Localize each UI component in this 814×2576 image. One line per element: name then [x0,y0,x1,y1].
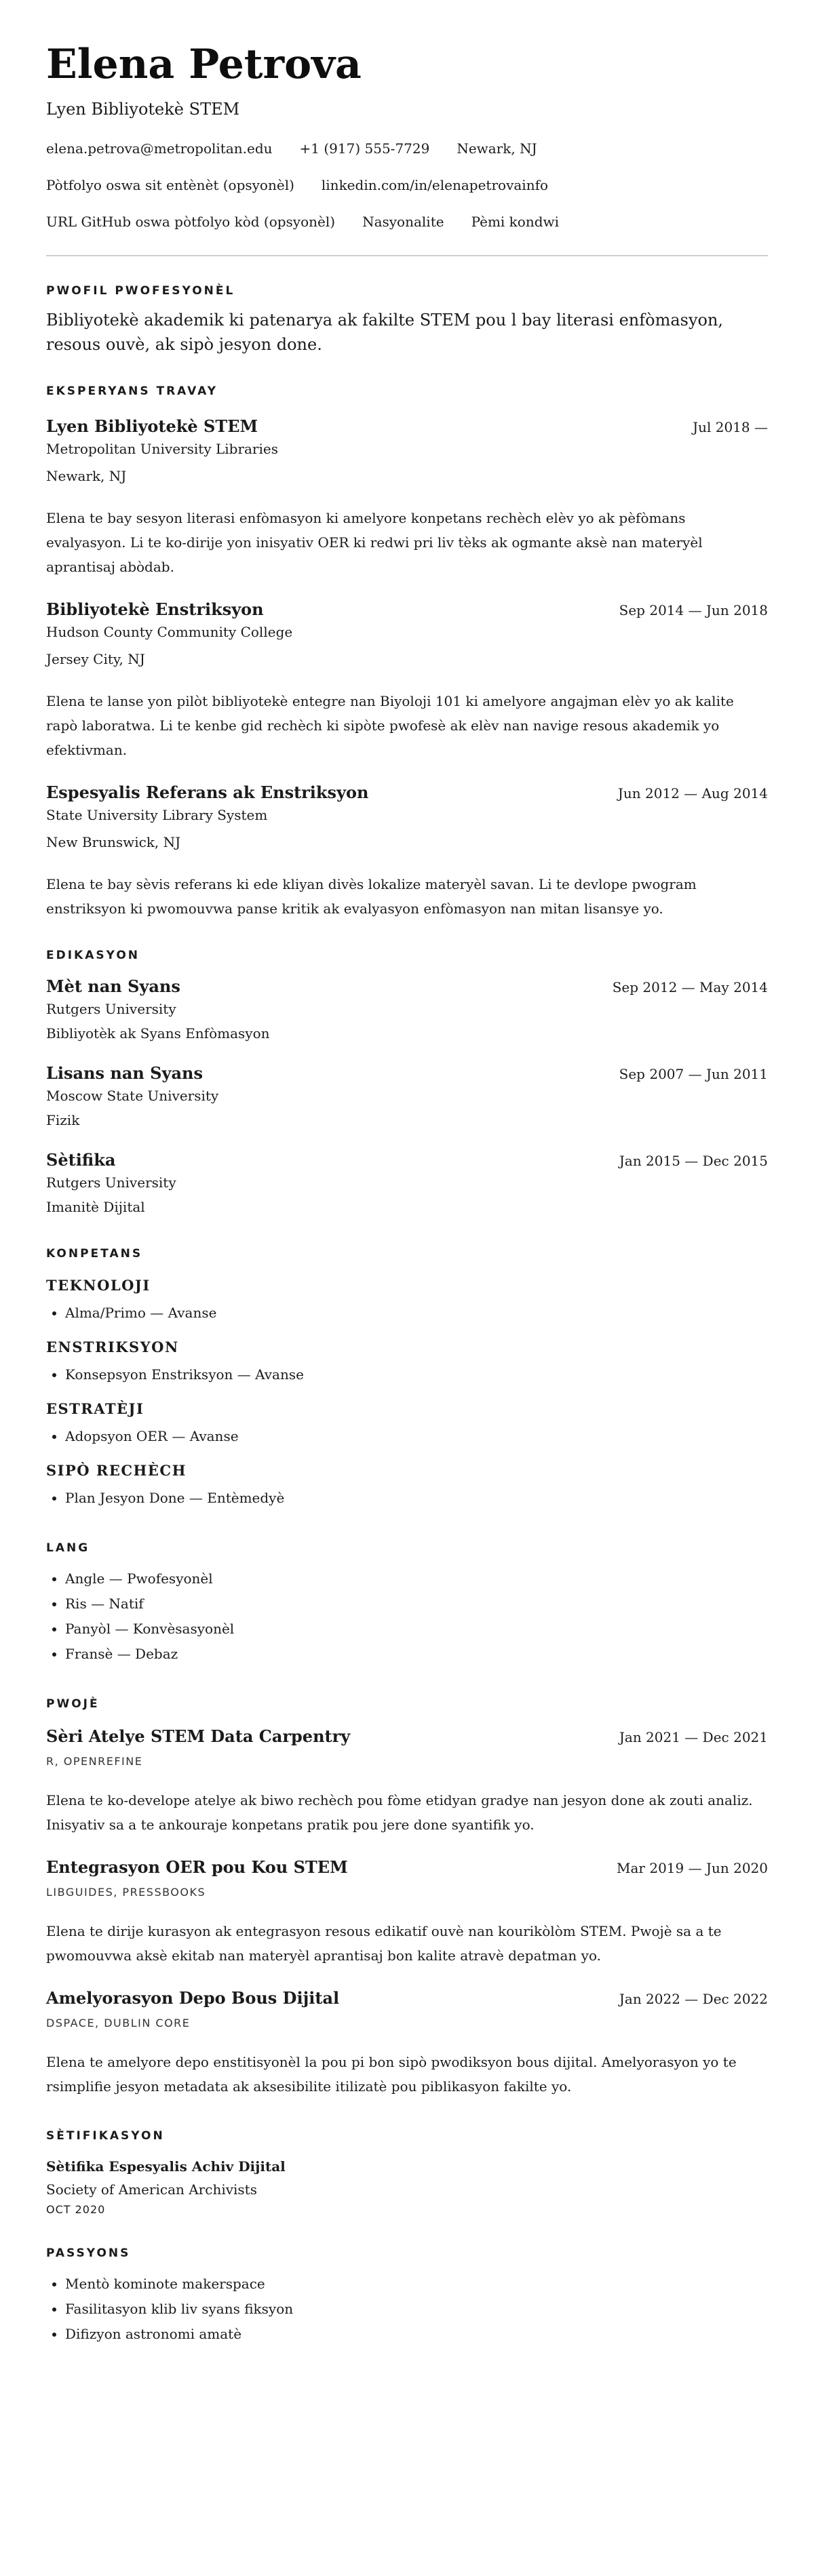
experience-description: Elena te bay sesyon literasi enfòmasyon ki amelyore konpetans rechèch elèv yo ak pèfòmans evalyasyon. Li te ko-dirije yon inisyativ OER ki redwi pri liv tèks ak ogmante aksè nan materyèl aprantisaj abòdab. [46,510,703,575]
language-item: • Fransè — Debaz [65,1642,768,1667]
certification-issuer: Society of American Archivists [46,2181,257,2198]
contact-phone[interactable]: +1 (917) 555-7729 [299,140,430,157]
certification-name: Sètifika Espesyalis Achiv Dijital [46,2158,286,2175]
project-name: Sèri Atelye STEM Data Carpentry [46,1726,351,1746]
project-description: Elena te amelyore depo enstitisyonèl la pou pi bon sipò pwodiksyon bous dijital. Amelyorasyon yo te rsimplifie jesyon metadata ak aksesibilite itilizatè pou piblikasyon fakilte yo. [46,2054,737,2095]
education-school: Moscow State University [46,1088,219,1104]
experience-location: Newark, NJ [46,468,127,484]
experience-description: Elena te bay sèvis referans ki ede kliyan divès lokalize materyèl savan. Li te devlope pwogram enstriksyon ki pwomouvwa panse kritik ak evalyasyon enfòmasyon nan mitan lisansye yo. [46,876,697,917]
project-entry-head [46,1857,768,1878]
skill-list [46,1301,768,1326]
project-name: Entegrasyon OER pou Kou STEM [46,1857,348,1877]
skill-list [46,1424,768,1449]
experience-entry [46,782,768,921]
experience-location: New Brunswick, NJ [46,834,181,850]
experience-entry-head [46,416,768,437]
education-section [46,948,768,1216]
project-date: Jan 2021 — Dec 2021 [619,1729,768,1745]
education-entry-head [46,1150,768,1170]
contact-portfolio[interactable]: Pòtfolyo oswa sit entènèt (opsyonèl) [46,177,294,193]
project-date: Jan 2022 — Dec 2022 [619,1991,768,2007]
education-school: Rutgers University [46,1174,176,1191]
header-divider [46,255,768,256]
project-tags: LIBGUIDES, PRESSBOOKS [46,1886,206,1899]
experience-organization: Hudson County Community College [46,624,293,640]
education-field: Fizik [46,1112,80,1128]
project-name: Amelyorasyon Depo Bous Dijital [46,1988,340,2008]
contact-nationality: Nasyonalite [362,214,444,230]
contact-row-links [46,176,768,194]
language-item: • Ris — Natif [65,1591,768,1617]
education-field: Imanitè Dijital [46,1199,145,1215]
experience-date: Sep 2014 — Jun 2018 [619,602,768,618]
skill-group [46,1276,768,1326]
experience-section [46,384,768,921]
projects-section-title: PWOJÈ [46,1697,100,1711]
skill-group [46,1400,768,1449]
interest-item: • Difizyon astronomi amatè [65,2322,768,2347]
contact-email[interactable]: elena.petrova@metropolitan.edu [46,140,273,157]
language-list [46,1566,768,1667]
candidate-name: Elena Petrova [46,41,362,88]
education-field: Bibliyotèk ak Syans Enfòmasyon [46,1025,270,1042]
certifications-section-title: SÈTIFIKASYON [46,2129,165,2143]
project-date: Mar 2019 — Jun 2020 [617,1860,768,1876]
education-entry [46,1150,768,1216]
profile-section-title: PWOFIL PWOFESYONÈL [46,284,235,298]
contact-linkedin[interactable]: linkedin.com/in/elenapetrovainfo [321,177,549,193]
contact-work-permit: Pèmi kondwi [471,214,560,230]
languages-section-title: LANG [46,1541,90,1555]
experience-section-title: EKSPERYANS TRAVAY [46,384,218,398]
education-entry-head [46,1063,768,1084]
certification-date: OCT 2020 [46,2203,106,2216]
education-degree: Sètifika [46,1150,116,1170]
education-date: Sep 2007 — Jun 2011 [619,1066,768,1082]
interest-item: • Fasilitasyon klib liv syans fiksyon [65,2297,768,2322]
skill-item: • Plan Jesyon Done — Entèmedyè [65,1486,768,1511]
education-degree: Lisans nan Syans [46,1063,203,1083]
interests-section-title: PASSYONS [46,2246,131,2260]
project-tags: DSPACE, DUBLIN CORE [46,2017,191,2029]
contact-row-extra [46,213,768,231]
education-section-title: EDIKASYON [46,949,140,962]
experience-entry-head [46,782,768,803]
project-entry-head [46,1988,768,2008]
candidate-headline: Lyen Bibliyotekè STEM [46,100,240,119]
contact-location: Newark, NJ [457,140,537,157]
contact-github[interactable]: URL GitHub oswa pòtfolyo kòd (opsyonèl) [46,214,336,230]
resume-header [46,42,768,231]
project-entry-head [46,1726,768,1747]
skill-group-title: SIPÒ RECHÈCH [46,1462,187,1479]
skill-list [46,1486,768,1511]
experience-date: Jun 2012 — Aug 2014 [617,785,768,801]
project-description: Elena te ko-develope atelye ak biwo rechèch pou fòme etidyan gradye nan jesyon done ak zouti analiz. Inisyativ sa a te ankouraje konpetans pratik pou jere done syantifik yo. [46,1792,753,1833]
experience-organization: Metropolitan University Libraries [46,441,278,457]
education-entry [46,976,768,1043]
skill-item: • Konsepsyon Enstriksyon — Avanse [65,1362,768,1387]
skill-list [46,1362,768,1387]
skill-group [46,1338,768,1387]
education-entry [46,1063,768,1130]
skill-group-title: ENSTRIKSYON [46,1339,179,1355]
experience-date: Jul 2018 — [693,419,768,435]
language-item: • Panyòl — Konvèsasyonèl [65,1617,768,1642]
education-school: Rutgers University [46,1001,176,1017]
certification-entry [46,2157,768,2216]
skill-item: • Alma/Primo — Avanse [65,1301,768,1326]
education-degree: Mèt nan Syans [46,976,180,996]
skill-group-title: ESTRATÈJI [46,1400,144,1417]
experience-location: Jersey City, NJ [46,651,145,667]
certifications-section [46,2128,768,2216]
skills-section [46,1246,768,1511]
project-entry [46,1988,768,2099]
experience-description: Elena te lanse yon pilòt bibliyotekè entegre nan Biyoloji 101 ki amelyore angajman elèv yo ak kalite rapò laboratwa. Li te kenbe gid rechèch ki sipòte pwofesè ak elèv nan navige resous akademik yo efektivman. [46,693,734,758]
project-entry [46,1726,768,1837]
experience-entry [46,416,768,579]
experience-entry-head [46,599,768,620]
interest-list [46,2272,768,2347]
experience-role: Bibliyotekè Enstriksyon [46,599,264,619]
experience-role: Lyen Bibliyotekè STEM [46,416,258,436]
interests-section [46,2246,768,2347]
interest-item: • Mentò kominote makerspace [65,2272,768,2297]
profile-section [46,283,768,357]
profile-summary: Bibliyotekè akademik ki patenarya ak fakilte STEM pou l bay literasi enfòmasyon, resous ouvè, ak sipò jesyon done. [46,311,724,354]
education-entry-head [46,976,768,997]
languages-section [46,1541,768,1667]
experience-organization: State University Library System [46,807,268,823]
experience-role: Espesyalis Referans ak Enstriksyon [46,782,369,802]
education-date: Sep 2012 — May 2014 [612,979,768,995]
project-entry [46,1857,768,1968]
skill-item: • Adopsyon OER — Avanse [65,1424,768,1449]
skills-section-title: KONPETANS [46,1247,143,1261]
projects-section [46,1697,768,2099]
project-description: Elena te dirije kurasyon ak entegrasyon resous edikatif ouvè nan kourikòlòm STEM. Pwojè sa a te pwomouvwa aksè ekitab nan materyèl aprantisaj bon kalite atravè depatman yo. [46,1923,722,1964]
language-item: • Angle — Pwofesyonèl [65,1566,768,1591]
contact-row-primary [46,140,768,157]
education-date: Jan 2015 — Dec 2015 [619,1153,768,1169]
skill-group [46,1461,768,1511]
experience-entry [46,599,768,762]
skill-group-title: TEKNOLOJI [46,1277,151,1294]
project-tags: R, OPENREFINE [46,1755,143,1768]
